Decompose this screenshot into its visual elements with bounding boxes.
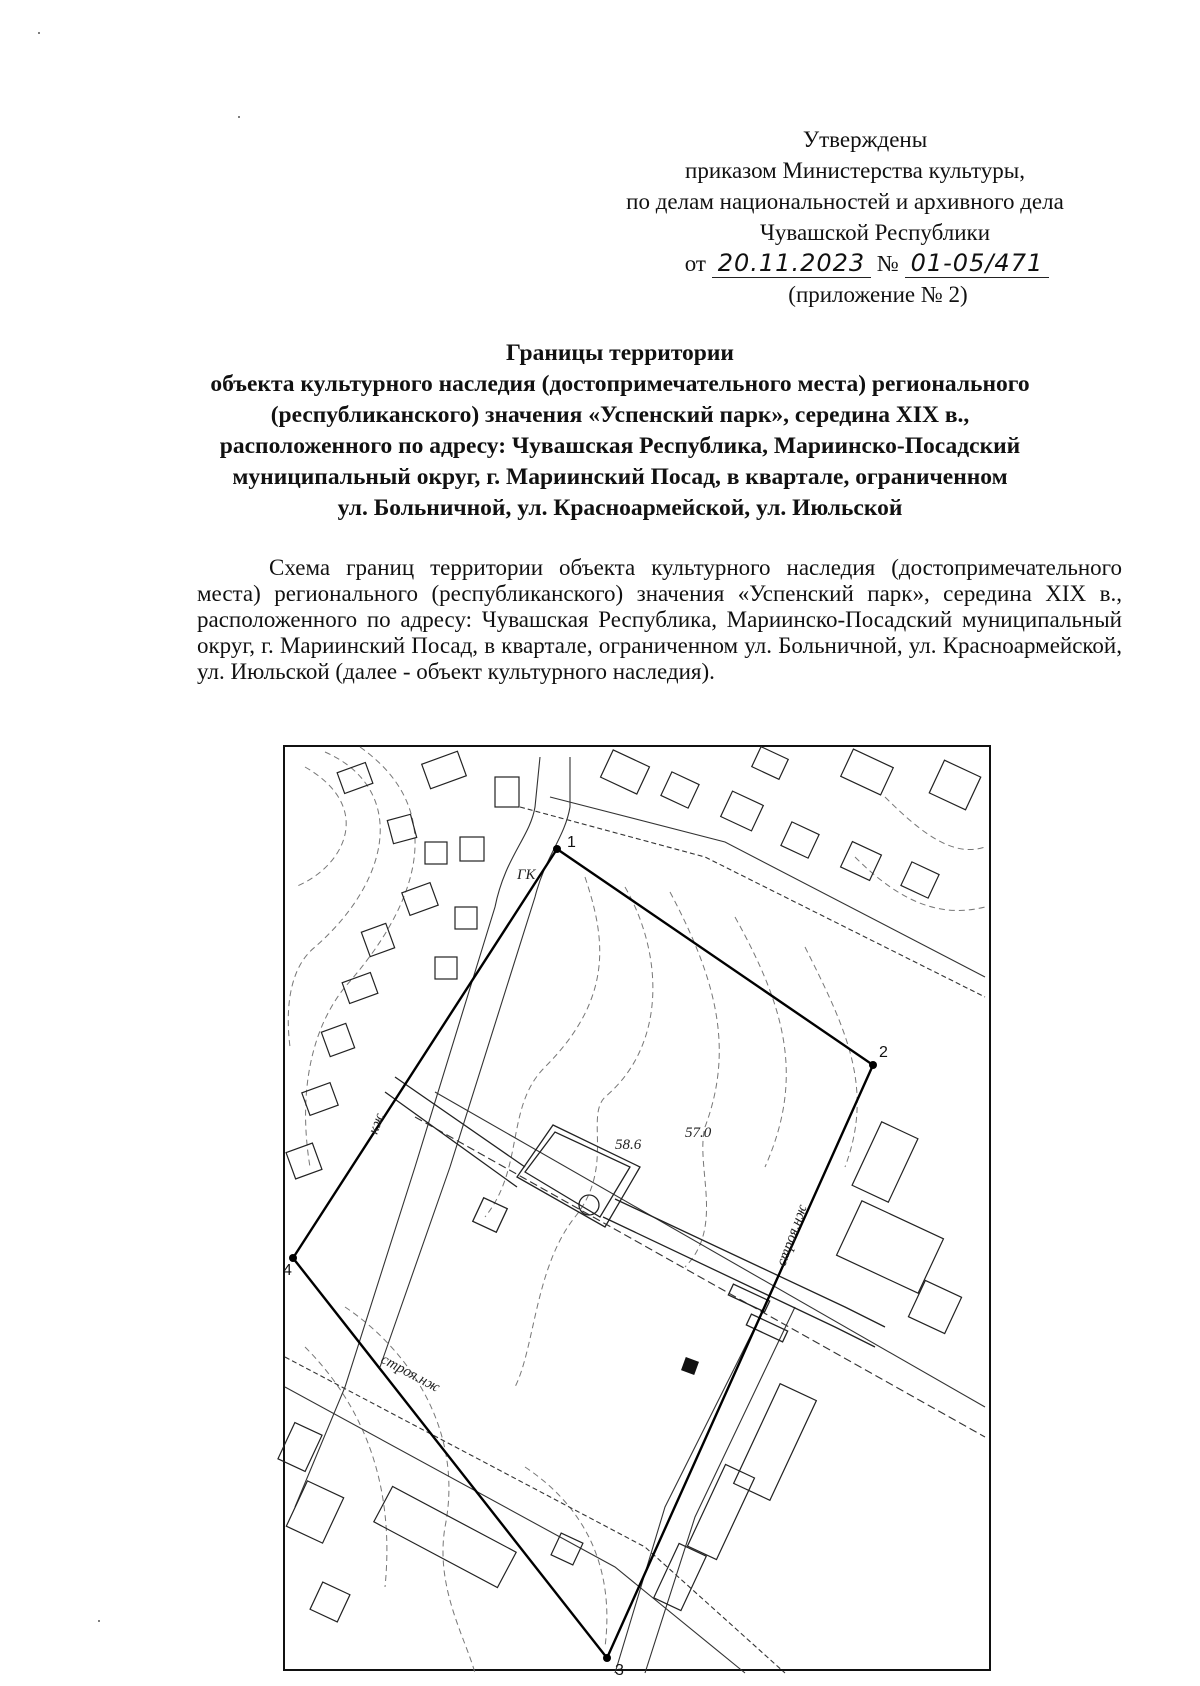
order-date-number bbox=[565, 248, 1125, 279]
boundary-point-2 bbox=[869, 1061, 877, 1069]
boundary-point-2-label: 2 bbox=[879, 1044, 888, 1061]
label-elevation-2: 57.0 bbox=[685, 1125, 712, 1141]
approval-line-2: приказом Министерства культуры, bbox=[685, 158, 1025, 183]
scan-speck bbox=[238, 116, 240, 118]
document-heading bbox=[120, 338, 1120, 524]
boundary-point-3 bbox=[603, 1654, 611, 1662]
street-lines bbox=[285, 757, 985, 1673]
boundary-map bbox=[283, 745, 991, 1679]
appendix-note: (приложение № 2) bbox=[788, 282, 968, 307]
heading-line-1: Границы территории bbox=[506, 340, 734, 366]
scan-speck bbox=[98, 1620, 100, 1622]
map-drawing bbox=[283, 747, 993, 1679]
heading-line-2: объекта культурного наследия (достопримечательного места) регионального bbox=[210, 371, 1030, 397]
boundary-point-1-label: 1 bbox=[567, 834, 576, 851]
approval-line-1: Утверждены bbox=[802, 127, 928, 152]
body-paragraph: Схема границ территории объекта культурного наследия (достопримечательного места) регионального (республиканского) значения «Успенский парк», середина XIX в., расположенного по адресу: Чувашская Республика, Мариинско-Посадский муниципальный округ, г. Мариинский Посад, в квартале, ограниченном ул. Больничной, ул. Красноармейской, ул. Июльской (далее - объект культурного наследия). bbox=[197, 555, 1122, 684]
label-stroy-1: строя.нж bbox=[773, 1202, 811, 1269]
territory-boundary bbox=[283, 834, 888, 1679]
heading-line-4: расположенного по адресу: Чувашская Республика, Мариинско-Посадский bbox=[219, 433, 1021, 459]
scan-speck bbox=[38, 32, 40, 34]
boundary-point-3-label: 3 bbox=[615, 1662, 624, 1679]
approval-line-3: по делам национальностей и архивного дела bbox=[626, 189, 1064, 214]
label-stroy-2: строя.нж bbox=[378, 1351, 443, 1396]
approval-stamp bbox=[565, 124, 1125, 310]
monument-marker bbox=[681, 1357, 699, 1375]
boundary-point-4 bbox=[289, 1254, 297, 1262]
boundary-point-1 bbox=[553, 845, 561, 853]
heading-line-5: муниципальный округ, г. Мариинский Посад, в квартале, ограниченном bbox=[232, 464, 1008, 490]
handwritten-date: 20.11.2023 bbox=[712, 249, 871, 278]
label-gk: ГК bbox=[517, 867, 536, 883]
heading-line-6: ул. Больничной, ул. Красноармейской, ул. Июльской bbox=[337, 495, 903, 521]
approval-line-4: Чувашской Республики bbox=[759, 220, 991, 245]
date-prefix: от bbox=[684, 251, 706, 276]
label-elevation-1: 58.6 bbox=[615, 1137, 642, 1153]
heading-line-3: (республиканского) значения «Успенский парк», середина XIX в., bbox=[270, 402, 970, 428]
number-prefix: № bbox=[876, 251, 899, 276]
boundary-point-4-label: 4 bbox=[283, 1262, 292, 1279]
handwritten-number: 01-05/471 bbox=[905, 249, 1050, 278]
label-kzh: кж bbox=[365, 1111, 388, 1137]
